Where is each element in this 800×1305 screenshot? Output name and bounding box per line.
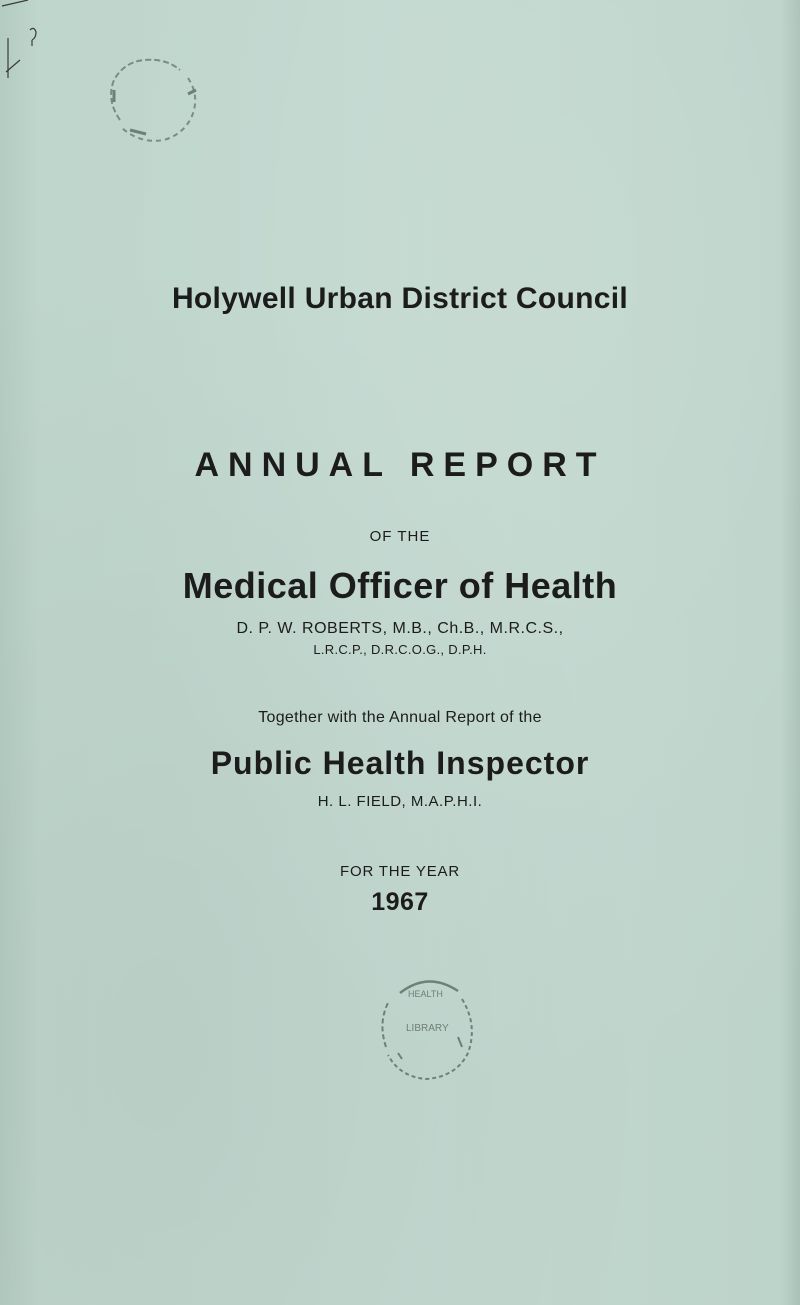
svg-text:LIBRARY: LIBRARY	[406, 1023, 449, 1034]
inspector-heading: Public Health Inspector	[210, 745, 590, 781]
medical-officer-name: D. P. W. ROBERTS, M.B., Ch.B., M.R.C.S.,	[236, 620, 564, 637]
inspector-name: H. L. FIELD, M.A.P.H.I.	[317, 793, 483, 810]
council-name: Holywell Urban District Council	[171, 282, 629, 315]
for-the-year-label: FOR THE YEAR	[340, 863, 460, 880]
together-line: Together with the Annual Report of the	[258, 709, 542, 726]
library-stamp-bottom	[378, 973, 478, 1081]
corner-pencil-mark	[0, 0, 40, 80]
of-the-label: OF THE	[369, 528, 431, 545]
medical-officer-qualifications: L.R.C.P., D.R.C.O.G., D.P.H.	[313, 642, 487, 657]
report-year: 1967	[371, 888, 429, 916]
medical-officer-heading: Medical Officer of Health	[182, 565, 618, 606]
report-title: ANNUAL REPORT	[194, 446, 606, 484]
library-stamp-top	[100, 50, 210, 150]
svg-text:HEALTH: HEALTH	[408, 989, 443, 999]
